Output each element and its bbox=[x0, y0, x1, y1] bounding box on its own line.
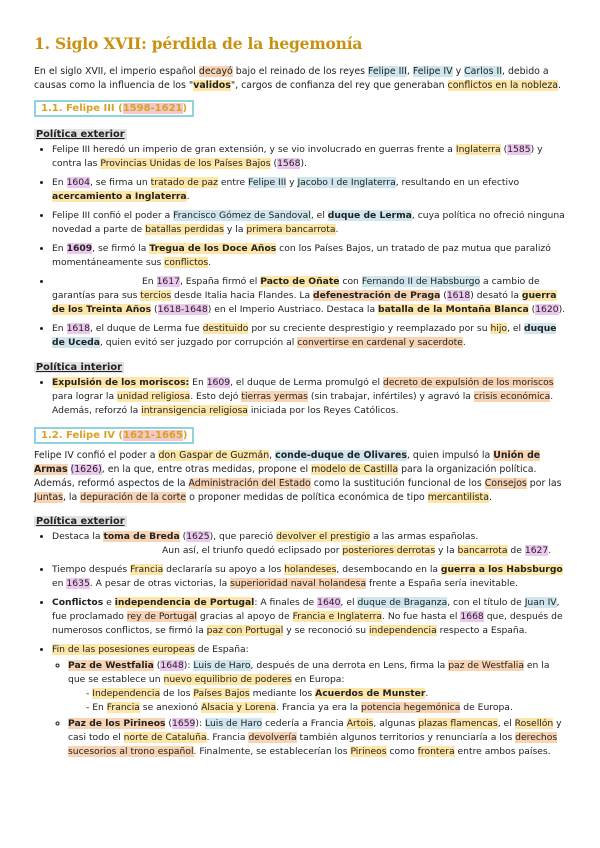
section-heading-felipe-iii: 1.1. Felipe III (1598-1621) bbox=[34, 100, 194, 117]
list-item: • En 1618, el duque de Lerma fue destituido por su creciente desprestigio y reemplazado por su hijo, el duque de Uceda, quien evitó ser juzgado por corrupción al convertirse en cardenal y sacerdote. bbox=[52, 322, 566, 350]
list-item: • Destaca la toma de Breda (1625), que pareció devolver el prestigio a las armas españolas. Aun así, el triunfo quedó eclipsado por posteriores derrotas y la bancarrota de 1627. bbox=[52, 530, 566, 558]
westfalia-point: - En Francia se anexionó Alsacia y Lorena. Francia ya era la potencia hegemónica de Europa. bbox=[86, 702, 513, 713]
list-item: • En 1604, se firma un tratado de paz entre Felipe III y Jacobo I de Inglaterra, resultando en un efectivo acercamiento a Inglaterra. bbox=[52, 176, 566, 204]
subheading-politica-interior: Política interior bbox=[36, 362, 122, 373]
list-item: • Felipe III confió el poder a Francisco Gómez de Sandoval, el duque de Lerma, cuya política no ofreció ninguna novedad a parte de batallas perdidas y la primera bancarrota. bbox=[52, 209, 566, 237]
list-item: ◦ Paz de los Pirineos (1659): Luis de Haro cedería a Francia Artois, algunas plazas flamencas, el Rosellón y casi todo el norte de Cataluña. Francia devolvería también algunos territorios y renunciaría a los derechos sucesorios al trono español. Finalmente, se establecerían los Pirineos como frontera entre ambos países. bbox=[68, 717, 566, 759]
westfalia-point: - Independencia de los Países Bajos mediante los Acuerdos de Munster. bbox=[86, 688, 429, 699]
list-item: • En 1609, se firmó la Tregua de los Doce Años con los Países Bajos, un tratado de paz mutua que paralizó momentáneamente sus conflictos. bbox=[52, 242, 566, 270]
subheading-politica-exterior: Política exterior bbox=[36, 129, 125, 140]
list-item: • En 1617, España firmó el Pacto de Oñate con Fernando II de Habsburgo a cambio de garantías para sus tercios desde Italia hacia Flandes. La defenestración de Praga (1618) desató la guerra de los Treinta Años (1618-1648) en el Imperio Austriaco. Destaca la batalla de la Montaña Blanca (1620). bbox=[52, 275, 566, 317]
list-item: • Felipe III heredó un imperio de gran extensión, y se vio involucrado en guerras frente a Inglaterra (1585) y contra las Provincias Unidas de los Países Bajos (1568). bbox=[52, 143, 566, 171]
list-item: ◦ Paz de Westfalia (1648): Luis de Haro, después de una derrota en Lens, firma la paz de Westfalia en la que se establece un nuevo equilibrio de poderes en Europa: - Independencia de los Países Bajos mediante los Acuerdos de Munster. - En Francia se anexionó Alsacia y Lorena. Francia ya era la potencia hegemónica de Europa. bbox=[68, 659, 566, 715]
list-item: • Tiempo después Francia declararía su apoyo a los holandeses, desembocando en la guerra a los Habsburgo en 1635. A pesar de otras victorias, la superioridad naval holandesa frente a España sería inevitable. bbox=[52, 563, 566, 591]
intro-paragraph: En el siglo XVII, el imperio español decayó bajo el reinado de los reyes Felipe III, Felipe IV y Carlos II, debido a causas como la influencia de los "validos", cargos de confianza del rey que generaban conflictos en la nobleza. bbox=[34, 66, 561, 91]
subheading-politica-exterior-2: Política exterior bbox=[36, 516, 125, 527]
sublist bbox=[52, 659, 566, 759]
felipe-iv-paragraph: Felipe IV confió el poder a don Gaspar de Guzmán, conde-duque de Olivares, quien impulsó la Unión de Armas (1626), en la que, entre otras medidas, propone el modelo de Castilla para la organización política. Además, reformó aspectos de la Administración del Estado como la sustitución funcional de los Consejos por las Juntas, la depuración de la corte o proponer medidas de política económica de tipo mercantilista. bbox=[34, 450, 562, 503]
page-title: 1. Siglo XVII: pérdida de la hegemonía bbox=[34, 34, 363, 53]
list-item: • Expulsión de los moriscos: En 1609, el duque de Lerma promulgó el decreto de expulsión de los moriscos para lograr la unidad religiosa. Esto dejó tierras yermas (sin trabajar, infértiles) y agravó la crisis económica. Además, reforzó la intransigencia religiosa iniciada por los Reyes Católicos. bbox=[52, 376, 566, 418]
list-item: • Conflictos e independencia de Portugal: A finales de 1640, el duque de Braganza, con el título de Juan IV, fue proclamado rey de Portugal gracias al apoyo de Francia e Inglaterra. No fue hasta el 1668 que, después de numerosos conflictos, se firmó la paz con Portugal y se reconoció su independencia respecto a España. bbox=[52, 596, 566, 638]
felipe-iv-exterior-list bbox=[34, 530, 566, 759]
felipe-iii-interior-list bbox=[34, 376, 566, 418]
list-item: • Fin de las posesiones europeas de España: ◦ Paz de Westfalia (1648): Luis de Haro, después de una derrota en Lens, firma la paz de Westfalia en la que se establece un nuevo equilibrio de poderes en Europa: - Independencia de los Países Bajos mediante los Acuerdos de Munster. - En Francia se anexionó Alsacia y Lorena. Francia ya era la potencia hegemónica de Europa. ◦ Paz de los Pirineos (1659): Luis de Haro cedería a Francia Artois, algunas plazas flamencas, el Rosellón y casi todo el norte de Cataluña. Francia devolvería también algunos territorios y renunciaría a los derechos sucesorios al trono español. Finalmente, se establecerían los Pirineos como frontera entre ambos países. bbox=[52, 643, 566, 759]
felipe-iii-exterior-list bbox=[34, 143, 566, 350]
section-heading-felipe-iv: 1.2. Felipe IV (1621-1665) bbox=[34, 427, 194, 444]
